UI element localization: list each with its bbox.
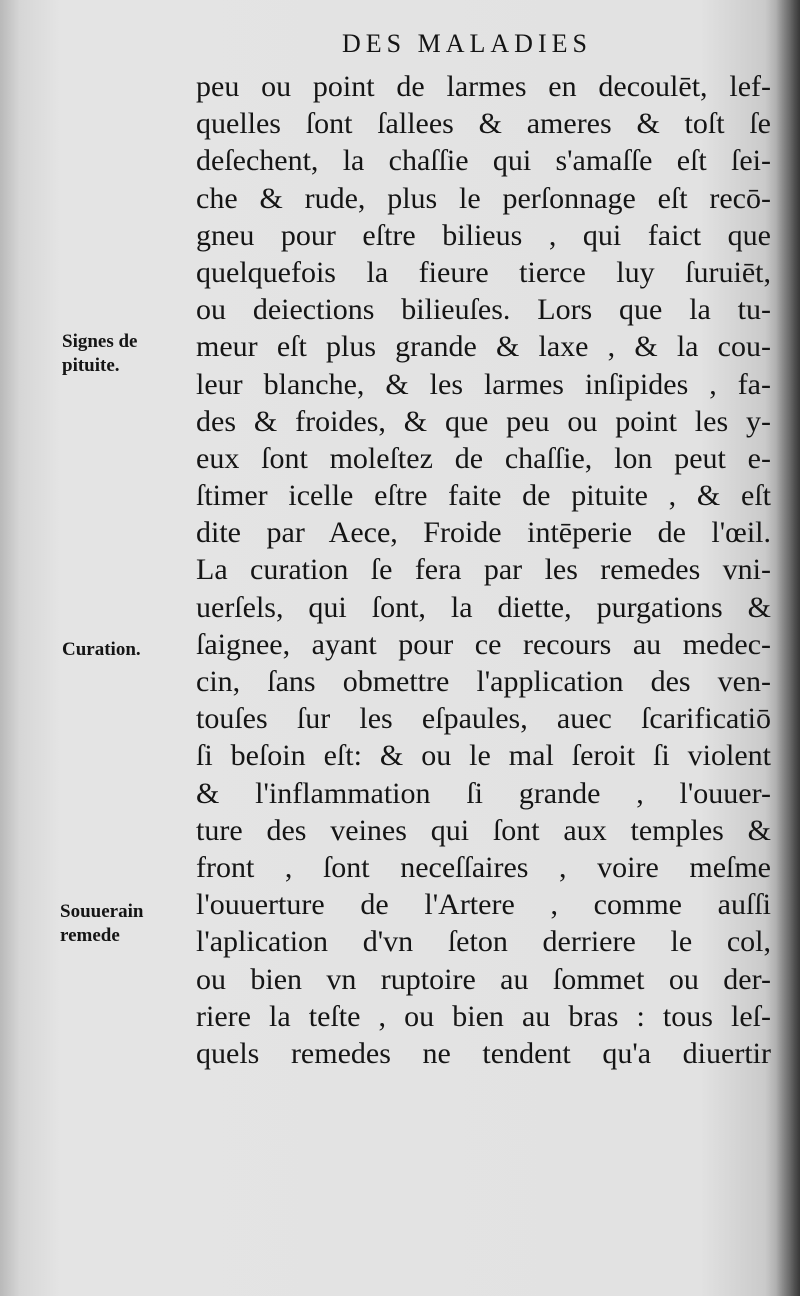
text-line: eux ſont moleſtez de chaſſie, lon peut e- xyxy=(196,441,771,475)
text-line: quels remedes ne tendent qu'a diuertir xyxy=(196,1036,771,1070)
body-text xyxy=(196,68,771,1072)
text-line: touſes ſur les eſpaules, auec ſcarificatiō xyxy=(196,702,771,736)
text-line: leur blanche, & les larmes inſipides , fa- xyxy=(196,367,771,401)
margin-note-souuerain-remede xyxy=(60,900,143,948)
margin-note-line: pituite. xyxy=(62,355,120,376)
text-line: La curation ſe fera par les remedes vni- xyxy=(196,553,771,587)
text-line: cin, ſans obmettre l'application des ven- xyxy=(196,665,771,698)
text-line: uerſels, qui ſont, la diette, purgations & xyxy=(196,590,771,624)
text-line: riere la teſte , ou bien au bras : tous leſ- xyxy=(196,999,771,1033)
text-line: deſechent, la chaſſie qui s'amaſſe eſt ſei- xyxy=(196,144,771,178)
margin-note-signes-de-pituite xyxy=(62,330,138,378)
text-line: dite par Aece, Froide intēperie de l'œil. xyxy=(196,516,771,550)
text-line: che & rude, plus le perſonnage eſt recō- xyxy=(196,181,771,215)
text-line: des & froides, & que peu ou point les y- xyxy=(196,404,771,438)
text-line: ſtimer icelle eſtre faite de pituite , & eſt xyxy=(196,479,771,513)
text-line: l'ouuerture de l'Artere , comme auſſi xyxy=(196,888,771,922)
text-line: & l'inflammation ſi grande , l'ouuer- xyxy=(196,776,771,810)
margin-note-line: Souuerain xyxy=(60,901,144,922)
book-spine-shadow xyxy=(776,0,800,1296)
text-line: ture des veines qui ſont aux temples & xyxy=(196,813,771,847)
margin-note-line: remede xyxy=(60,925,120,946)
running-header: DES MALADIES xyxy=(342,29,592,58)
margin-note-curation xyxy=(62,638,141,662)
text-line: meur eſt plus grande & laxe , & la cou- xyxy=(196,330,771,364)
text-line: l'aplication d'vn ſeton derriere le col, xyxy=(196,925,771,959)
text-line: ou bien vn ruptoire au ſommet ou der- xyxy=(196,962,771,996)
text-line: peu ou point de larmes en decoulēt, lef- xyxy=(196,70,771,103)
text-line: gneu pour eſtre bilieus , qui faict que xyxy=(196,218,771,252)
text-line: ſi beſoin eſt: & ou le mal ſeroit ſi violent xyxy=(196,739,771,773)
margin-note-line: Signes de xyxy=(62,331,138,352)
margin-note-line: Curation. xyxy=(62,639,141,660)
text-line: front , ſont neceſſaires , voire meſme xyxy=(196,850,771,884)
text-line: ſaignee, ayant pour ce recours au medec- xyxy=(196,627,771,661)
text-line: quelles ſont ſallees & ameres & toſt ſe xyxy=(196,107,771,141)
text-line: quelquefois la fieure tierce luy ſuruiēt, xyxy=(196,255,771,289)
text-line: ou deiections bilieuſes. Lors que la tu- xyxy=(196,293,771,327)
